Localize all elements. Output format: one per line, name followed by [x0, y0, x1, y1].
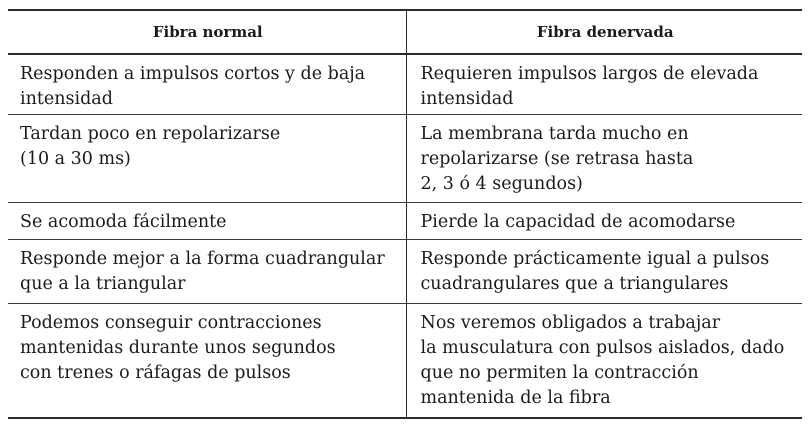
cell-denervada	[406, 54, 802, 115]
cell-text-line: Se acomoda fácilmente	[20, 212, 227, 232]
cell-normal	[8, 115, 406, 203]
cell-text-line: Podemos conseguir contracciones	[20, 313, 322, 333]
cell-text-line: intensidad	[420, 89, 514, 109]
cell-denervada	[406, 240, 802, 304]
comparison-table	[8, 9, 802, 419]
header-fibra-normal: Fibra normal	[8, 10, 406, 54]
table-row	[8, 115, 802, 203]
cell-text-line: Pierde la capacidad de acomodarse	[420, 212, 736, 232]
table-row	[8, 240, 802, 304]
table-row	[8, 304, 802, 419]
cell-text-line: mantenida de la fibra	[420, 388, 611, 408]
cell-text-line: mantenidas durante unos segundos	[20, 338, 336, 358]
cell-text-line: Requieren impulsos largos de elevada	[420, 64, 759, 84]
cell-normal	[8, 54, 406, 115]
cell-text-line: Responde mejor a la forma cuadrangular	[20, 249, 385, 269]
header-fibra-denervada: Fibra denervada	[406, 10, 802, 54]
cell-text-line: Responde prácticamente igual a pulsos	[420, 249, 770, 269]
cell-text-line: que a la triangular	[20, 274, 186, 294]
cell-text-line: la musculatura con pulsos aislados, dado	[420, 338, 785, 358]
cell-text-line: Tardan poco en repolarizarse	[20, 124, 281, 144]
cell-text-line: con trenes o ráfagas de pulsos	[20, 363, 291, 383]
table-row	[8, 203, 802, 240]
table-row	[8, 54, 802, 115]
cell-normal	[8, 240, 406, 304]
comparison-table-container	[8, 9, 802, 419]
cell-text-line: repolarizarse (se retrasa hasta	[420, 149, 694, 169]
cell-text-line: (10 a 30 ms)	[20, 149, 131, 169]
cell-text-line: cuadrangulares que a triangulares	[420, 274, 729, 294]
cell-normal	[8, 304, 406, 419]
header-row	[8, 10, 802, 54]
cell-normal	[8, 203, 406, 240]
cell-text-line: intensidad	[20, 89, 113, 109]
cell-denervada	[406, 115, 802, 203]
cell-denervada	[406, 203, 802, 240]
cell-text-line: La membrana tarda mucho en	[420, 124, 689, 144]
cell-text-line: 2, 3 ó 4 segundos)	[420, 174, 583, 194]
cell-text-line: Nos veremos obligados a trabajar	[420, 313, 721, 333]
cell-denervada	[406, 304, 802, 419]
cell-text-line: que no permiten la contracción	[420, 363, 699, 383]
cell-text-line: Responden a impulsos cortos y de baja	[20, 64, 366, 84]
